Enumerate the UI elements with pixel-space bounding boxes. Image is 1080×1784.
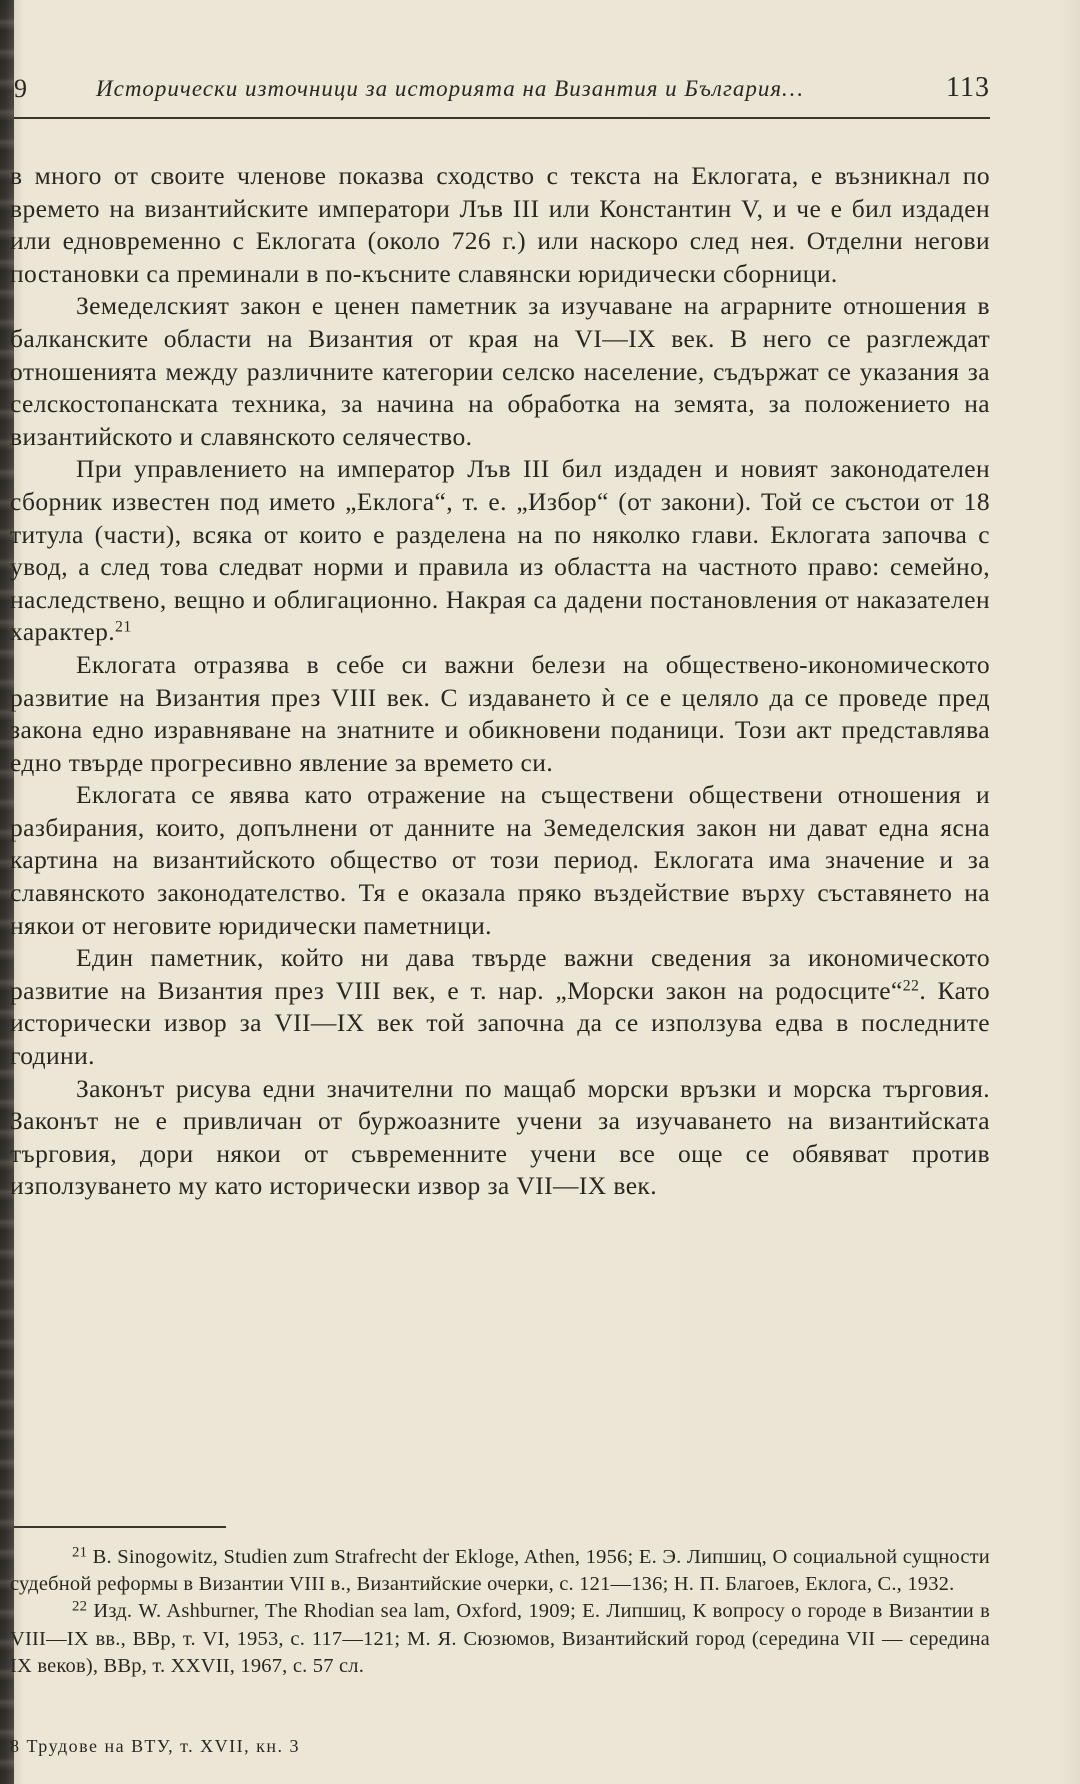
- footnotes: [10, 1544, 990, 1680]
- paragraph-text: Земеделският закон е ценен паметник за изучаване на аграрните отношения в балканските области на Византия от края на VI—IX век. В него се разглеждат отношенията между различните категории селско население, съдържат се указания за селскостопанската техника, за начина на обработка на земята, за положението на византийското и славянското селячество.: [10, 291, 990, 451]
- footnote-ref: 22: [902, 977, 920, 995]
- paragraph-ecloga-reflects: [10, 649, 990, 779]
- footnote-number: 21: [72, 1544, 88, 1561]
- paragraph-maritime-trade: [10, 1073, 990, 1203]
- footnote-rule: [14, 1526, 226, 1528]
- paragraph-text: Еклогата отразява в себе си важни белези на обществено-икономическото развитие на Византия през VIII век. С издаването ѝ се е целяло да се проведе пред закона едно изравняване на знатните и обикновени поданици. Този акт представлява едно твърде прогресивно явление за времето си.: [10, 649, 990, 777]
- paragraph-text: в много от своите членове показва сходство с текста на Еклогата, е възникнал по времето на византийските императори Лъв III или Константин V, и че е бил издаден или едновременно с Еклогата (около 726 г.) или наскоро след нея. Отделни негови постановки са преминали в по-късните славянски юридически сборници.: [10, 161, 990, 288]
- footnote-text: B. Sinogowitz, Studien zum Strafrecht der Ekloge, Athen, 1956; Е. Э. Липшиц, О социальной сущности судебной реформы в Византии VIII в., Византийские очерки, с. 121—136; Н. П. Благоев, Еклога, С., 1932.: [10, 1546, 990, 1596]
- paragraph-rhodian-law: [10, 942, 990, 1072]
- footnote-21: [10, 1544, 990, 1598]
- footnote-number: 22: [72, 1598, 88, 1615]
- main-text: [10, 160, 990, 1203]
- footnote-text: Изд. W. Ashburner, The Rhodian sea lam, Oxford, 1909; Е. Липшиц, К вопросу о городе в Византии в VIII—IX вв., ВВр, т. VI, 1953, с. 117—121; М. Я. Сюзюмов, Византийский город (середина VII — середина IX веков), ВВр, т. XXVII, 1967, с. 57 сл.: [10, 1600, 991, 1677]
- paragraph-text: Един паметник, който ни дава твърде важни сведения за икономическото развитие на Византия през VIII век, е т. нар. „Морски закон на родосците“: [10, 943, 990, 1005]
- paragraph-text: . Като исторически извор за VII—IX век той започна да се използува едва в последните години.: [10, 975, 990, 1071]
- running-header: [14, 70, 990, 110]
- paragraph-text: При управлението на император Лъв III бил издаден и новият законодателен сборник известен под името „Еклога“, т. е. „Избор“ (от закони). Той се състои от 18 титула (части), всяка от които е разделена на по няколко глави. Еклогата започва с увод, а след това следват норми и правила из областта на частното право: семейно, наследствено, вещно и облигационно. Накрая са дадени постановления от наказателен характер.: [10, 454, 990, 647]
- paragraph-text: Законът рисува едни значителни по мащаб морски връзки и морска търговия. Законът не е привличан от буржоазните учени за изучаването на византийската търговия, дори някои от съвременните учени все още се обявяват против използуването му като исторически извор за VII—IX век.: [10, 1073, 990, 1201]
- paragraph-continued: [10, 160, 990, 290]
- printer-signature: 8 Трудове на ВТУ, т. XVII, кн. 3: [10, 1736, 301, 1756]
- paragraph-agrarian-law: [10, 290, 990, 453]
- footnote-22: [10, 1598, 990, 1680]
- paragraph-ecloga: [10, 453, 990, 649]
- header-rule: [14, 117, 990, 119]
- paragraph-ecloga-relations: [10, 779, 990, 942]
- footnote-ref: 21: [115, 618, 132, 636]
- paragraph-text: Еклогата се явява като отражение на съществени обществени отношения и разбирания, които, допълнени от данните на Земеделския закон ни дават една ясна картина на византийското общество от този период. Еклогата има значение и за славянското законодателство. Тя е оказала пряко въздействие върху съставянето на някои от неговите юридически паметници.: [10, 780, 990, 940]
- running-title: Исторически източници за историята на Византия и България…: [96, 76, 804, 101]
- chapter-number: 9: [14, 74, 28, 103]
- page-number: 113: [946, 72, 990, 103]
